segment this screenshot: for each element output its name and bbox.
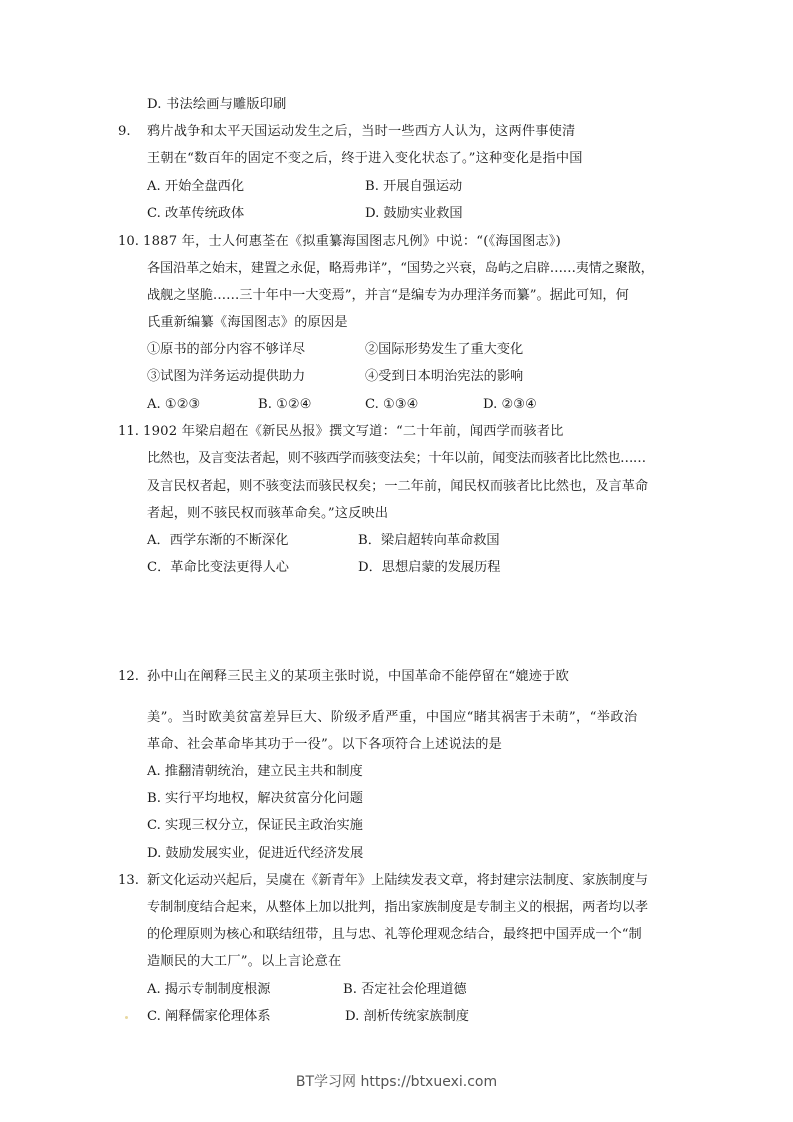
footer-watermark: BT学习网 https://btxuexi.com: [295, 1074, 498, 1090]
question-number: 12.: [118, 669, 139, 684]
option-a: A．西学东渐的不断深化: [147, 533, 289, 548]
question-number: 10.: [118, 234, 139, 249]
option-d: D. 鼓励实业救国: [365, 206, 463, 221]
option-a: A. 揭示专制制度根源: [147, 982, 271, 997]
option-c: C．革命比变法更得人心: [147, 560, 289, 575]
question-stem-line: 的伦理原则为核心和联结纽带，且与忠、礼等伦理观念结合，最终把中国弄成一个“制: [147, 927, 642, 942]
question-stem-line: 1887 年，士人何惠荃在《拟重纂海国图志凡例》中说：“(《海国图志》): [143, 234, 562, 249]
question-stem-line: 造顺民的大工厂”。以上言论意在: [147, 954, 342, 969]
option-d: D. 剖析传统家族制度: [345, 1009, 469, 1024]
option-b: B．梁启超转向革命救国: [358, 533, 500, 548]
question-stem-line: 者起，则不骇民权而骇革命矣。”这反映出: [147, 506, 389, 521]
question-stem-line: 新文化运动兴起后，吴虞在《新青年》上陆续发表文章，将封建宗法制度、家族制度与: [147, 873, 649, 888]
question-number: 11.: [118, 424, 139, 439]
option-b: B. 实行平均地权，解决贫富分化问题: [147, 791, 363, 806]
question-stem-line: 鸦片战争和太平天国运动发生之后，当时一些西方人认为，这两件事使清: [147, 124, 576, 139]
option-b: B. ①②④: [258, 397, 312, 412]
question-stem-line: 比然也，及言变法者起，则不骇西学而骇变法矣；十年以前，闻变法而骇者比比然也……: [147, 451, 646, 466]
option-d: D．思想启蒙的发展历程: [358, 560, 501, 575]
option-c: C. 阐释儒家伦理体系: [147, 1009, 271, 1024]
question-stem-line: 战舰之坚脆……三十年中一大变焉”，并言“是编专为办理洋务而纂”。据此可知，何: [147, 288, 629, 303]
option-a: A. 开始全盘西化: [147, 179, 245, 194]
statement-2: ②国际形势发生了重大变化: [365, 342, 524, 357]
question-stem-line: 及言民权者起，则不骇变法而骇民权矣；一二年前，闻民权而骇者比比然也，及言革命: [147, 479, 649, 494]
question-stem-line: 革命、社会革命毕其功于一役”。以下各项符合上述说法的是: [147, 737, 503, 752]
statement-4: ④受到日本明治宪法的影响: [365, 369, 524, 384]
statement-3: ③试图为洋务运动提供助力: [147, 369, 306, 384]
option-c: C. 实现三权分立，保证民主政治实施: [147, 818, 363, 833]
question-stem-line: 王朝在“数百年的固定不变之后，终于进入变化状态了。”这种变化是指中国: [147, 151, 583, 166]
option-c: C. 改革传统政体: [147, 206, 245, 221]
scan-speck: [125, 1016, 128, 1019]
option-a: A. 推翻清朝统治，建立民主共和制度: [147, 764, 363, 779]
option-b: B. 开展自强运动: [365, 179, 463, 194]
question-stem-line: 1902 年梁启超在《新民丛报》撰文写道：“二十年前，闻西学而骇者比: [143, 424, 564, 439]
option-d: D. ②③④: [483, 397, 537, 412]
question-stem-line: 孙中山在阐释三民主义的某项主张时说，中国革命不能停留在“媲迹于欧: [147, 669, 569, 684]
question-stem-line: 各国沿革之始末，建置之永促，略焉弗详”，“国势之兴衰，岛屿之启辟……夷情之聚散，: [147, 261, 654, 276]
option-c: C. ①③④: [365, 397, 419, 412]
option-a: A. ①②③: [147, 397, 201, 412]
question-stem-line: 美”。当时欧美贫富差异巨大、阶级矛盾严重，中国应“睹其祸害于未萌”，“举政治: [147, 710, 638, 725]
prev-question-option-d: D. 书法绘画与雕版印刷: [147, 97, 287, 112]
question-stem-line: 专制制度结合起来，从整体上加以批判，指出家族制度是专制主义的根据，两者均以孝: [147, 900, 649, 915]
question-stem-line: 氏重新编纂《海国图志》的原因是: [147, 315, 348, 330]
option-d: D. 鼓励发展实业，促进近代经济发展: [147, 846, 364, 861]
option-b: B. 否定社会伦理道德: [343, 982, 467, 997]
question-number: 9.: [118, 124, 131, 139]
statement-1: ①原书的部分内容不够详尽: [147, 342, 306, 357]
question-number: 13.: [118, 873, 139, 888]
